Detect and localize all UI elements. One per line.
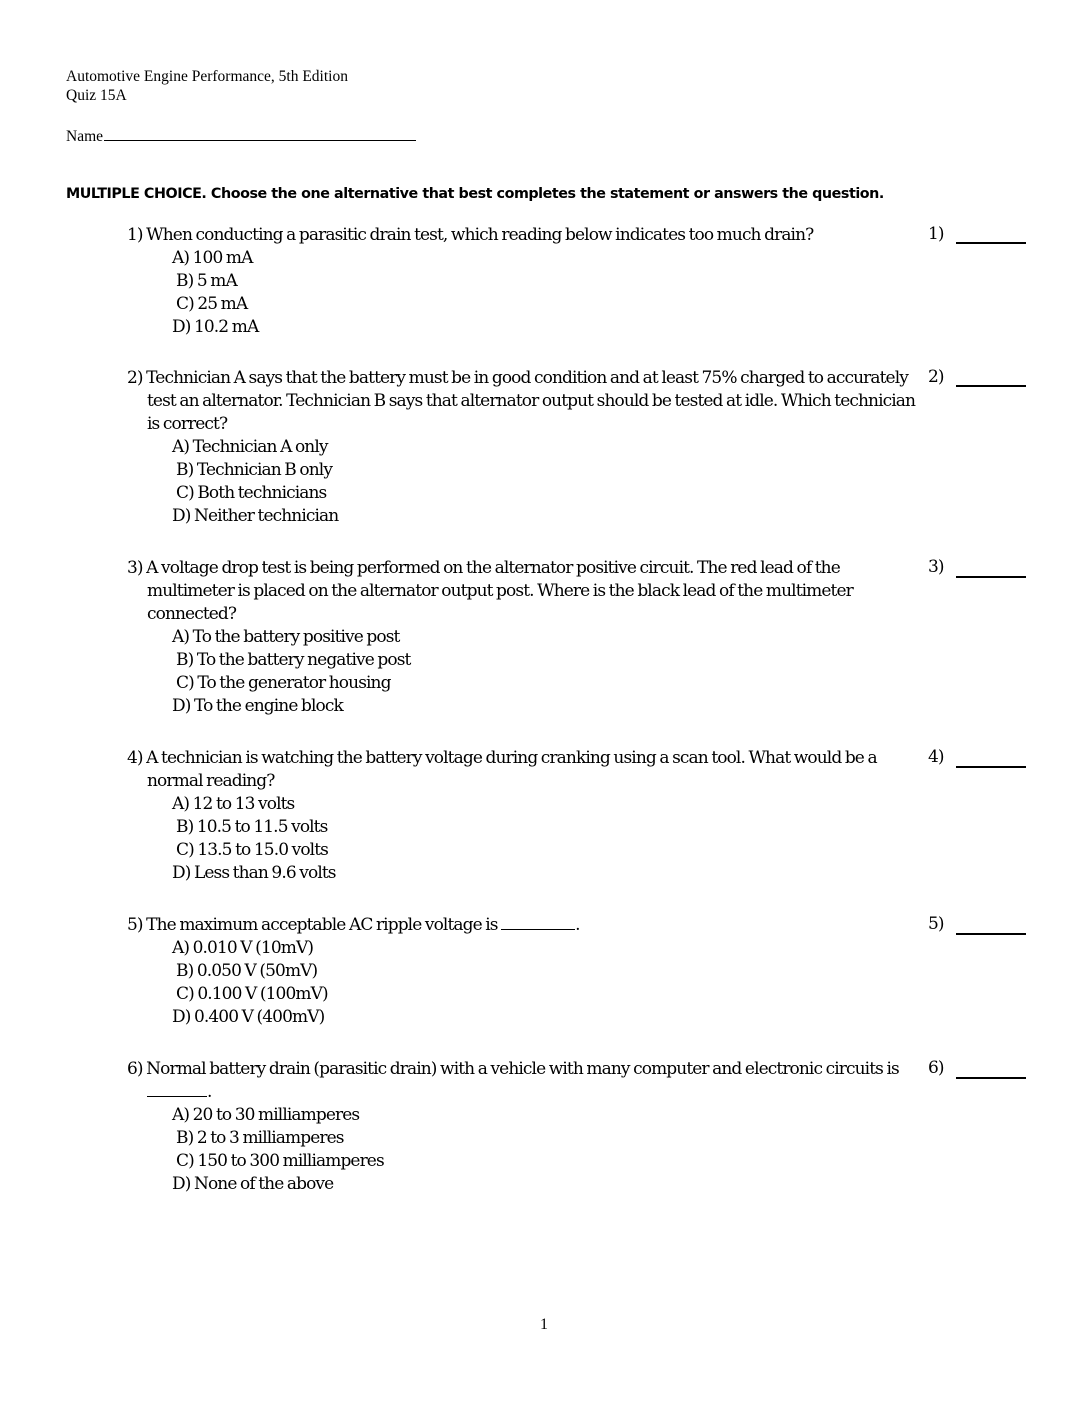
option-d[interactable]: D) To the engine block <box>172 696 343 716</box>
option-d[interactable]: D) None of the above <box>172 1174 334 1194</box>
question-4 <box>127 747 917 885</box>
option-b[interactable]: B) Technician B only <box>176 460 333 480</box>
option-b[interactable]: B) 5 mA <box>176 271 237 291</box>
inline-blank <box>501 915 575 930</box>
question-stem: 1) When conducting a parasitic drain test, which reading below indicates too much drain? <box>127 225 814 245</box>
question-5 <box>127 914 917 1029</box>
option-a[interactable]: A) Technician A only <box>172 437 328 457</box>
option-d[interactable]: D) Neither technician <box>172 506 339 526</box>
question-stem: 4) A technician is watching the battery voltage during cranking using a scan tool. What would be a normal reading? <box>127 748 877 791</box>
question-stem: 6) Normal battery drain (parasitic drain) with a vehicle with many computer and electronic circuits is . <box>127 1059 899 1102</box>
answer-label-6: 6) <box>928 1058 944 1078</box>
answer-label-2: 2) <box>928 367 944 387</box>
option-a[interactable]: A) 0.010 V (10mV) <box>172 938 314 958</box>
answer-label-4: 4) <box>928 747 944 767</box>
name-row <box>66 126 416 146</box>
answer-blank-4[interactable] <box>956 766 1026 768</box>
answer-label-3: 3) <box>928 557 944 577</box>
question-stem: 3) A voltage drop test is being performed on the alternator positive circuit. The red lead of the multimeter is placed on the alternator output post. Where is the black lead of the multimeter connected? <box>127 558 853 624</box>
option-c[interactable]: C) 0.100 V (100mV) <box>176 984 328 1004</box>
option-c[interactable]: C) 13.5 to 15.0 volts <box>176 840 328 860</box>
name-field[interactable] <box>104 126 416 141</box>
answer-blank-3[interactable] <box>956 576 1026 578</box>
option-a[interactable]: A) 100 mA <box>172 248 253 268</box>
question-6 <box>127 1058 917 1196</box>
quiz-title: Quiz 15A <box>66 87 127 104</box>
name-label: Name <box>66 128 104 145</box>
document-title: Automotive Engine Performance, 5th Edition <box>66 68 348 85</box>
question-stem: 2) Technician A says that the battery must be in good condition and at least 75% charged to accurately test an alternator. Technician B says that alternator output should be tested at idle. Which technician is correct? <box>127 368 916 434</box>
page-number: 1 <box>540 1316 548 1333</box>
answer-blank-1[interactable] <box>956 242 1026 244</box>
inline-blank <box>147 1082 207 1097</box>
option-c[interactable]: C) To the generator housing <box>176 673 391 693</box>
option-c[interactable]: C) Both technicians <box>176 483 327 503</box>
option-b[interactable]: B) 0.050 V (50mV) <box>176 961 318 981</box>
option-a[interactable]: A) 12 to 13 volts <box>172 794 295 814</box>
option-b[interactable]: B) To the battery negative post <box>176 650 411 670</box>
option-c[interactable]: C) 150 to 300 milliamperes <box>176 1151 384 1171</box>
instructions: MULTIPLE CHOICE. Choose the one alternative that best completes the statement or answers the question. <box>66 186 884 202</box>
option-a[interactable]: A) 20 to 30 milliamperes <box>172 1105 360 1125</box>
answer-blank-2[interactable] <box>956 385 1026 387</box>
answer-label-5: 5) <box>928 914 944 934</box>
option-d[interactable]: D) Less than 9.6 volts <box>172 863 336 883</box>
question-2 <box>127 367 917 528</box>
option-a[interactable]: A) To the battery positive post <box>172 627 400 647</box>
answer-label-1: 1) <box>928 224 944 244</box>
option-d[interactable]: D) 10.2 mA <box>172 317 259 337</box>
option-d[interactable]: D) 0.400 V (400mV) <box>172 1007 325 1027</box>
answer-blank-5[interactable] <box>956 933 1026 935</box>
question-stem: 5) The maximum acceptable AC ripple voltage is . <box>127 915 580 935</box>
question-1 <box>127 224 917 339</box>
option-b[interactable]: B) 2 to 3 milliamperes <box>176 1128 344 1148</box>
answer-blank-6[interactable] <box>956 1077 1026 1079</box>
option-c[interactable]: C) 25 mA <box>176 294 248 314</box>
option-b[interactable]: B) 10.5 to 11.5 volts <box>176 817 328 837</box>
question-3 <box>127 557 917 718</box>
